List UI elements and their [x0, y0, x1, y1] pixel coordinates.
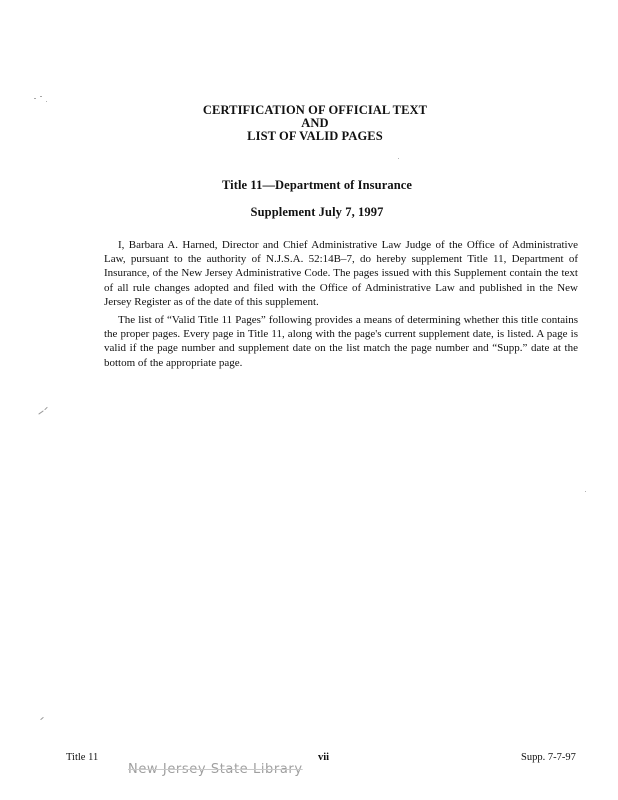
certification-heading: CERTIFICATION OF OFFICIAL TEXT	[202, 103, 428, 117]
scan-speck	[38, 410, 43, 414]
scan-speck	[40, 717, 44, 720]
supplement-date-heading: Supplement July 7, 1997	[250, 205, 384, 219]
scan-speck	[34, 98, 36, 99]
scan-speck	[46, 101, 47, 102]
valid-pages-heading: LIST OF VALID PAGES	[247, 129, 383, 143]
footer-title: Title 11	[66, 752, 99, 763]
scan-speck	[585, 491, 586, 492]
scan-speck	[398, 158, 399, 159]
library-stamp: New Jersey State Library	[128, 762, 303, 777]
footer-supplement-date: Supp. 7-7-97	[521, 752, 576, 763]
heading-and: AND	[301, 116, 329, 130]
page-number: vii	[318, 752, 330, 763]
certification-paragraph: I, Barbara A. Harned, Director and Chief Administrative Law Judge of the Office of Administrative Law, pursuant to the authority of N.J.S.A. 52:14B–7, do hereby supplement Title 11, Department of Insurance, of the New Jersey Administrative Code. The pages issued with this Supplement contain the text of all rule changes adopted and filed with the Office of Administrative Law and published in the New Jersey Register as of the date of this supplement.	[104, 239, 578, 308]
scan-speck	[40, 96, 42, 97]
valid-pages-paragraph: The list of “Valid Title 11 Pages” following provides a means of determining whether this title contains the proper pages. Every page in Title 11, along with the page's current supplement date, is listed. A page is valid if the page number and supplement date on the list match the page number and “Supp.” date at the bottom of the appropriate page.	[104, 314, 578, 369]
scan-speck	[44, 407, 48, 411]
title-heading: Title 11—Department of Insurance	[221, 178, 413, 192]
